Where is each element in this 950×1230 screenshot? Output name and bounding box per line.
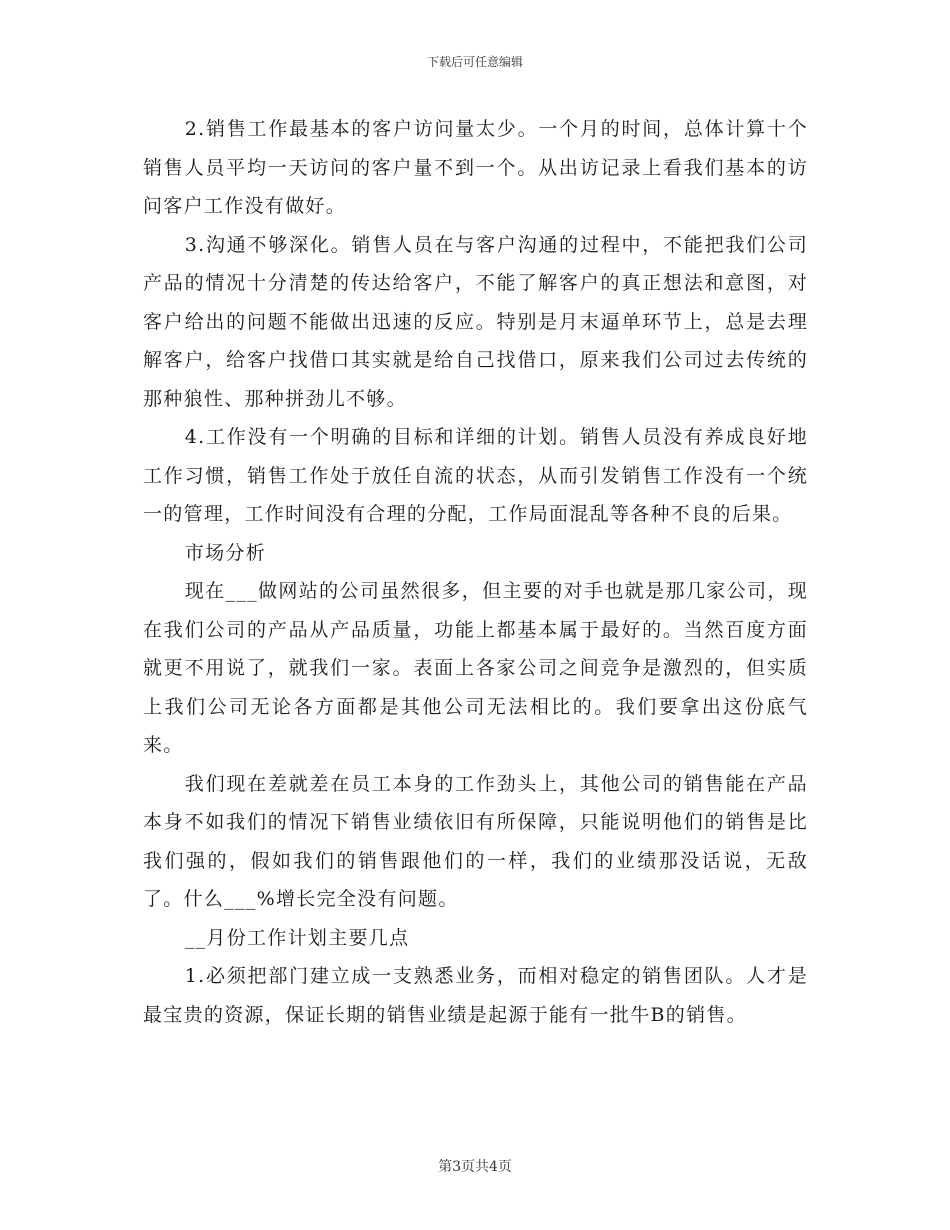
section-heading-monthly-plan: __月份工作计划主要几点	[184, 926, 410, 949]
paragraph-market-competitors: 现在___做网站的公司虽然很多，但主要的对手也就是那几家公司，现在我们公司的产品从产品质量，功能上都基本属于最好的。当然百度方面就更不用说了，就我们一家。表面上各家公司之间竞争是激烈的，但实质上我们公司无论各方面都是其他公司无法相比的。我们要拿出这份底气来。	[143, 580, 808, 756]
document-body	[143, 110, 808, 1034]
paragraph-plan-1-team: 1.必须把部门建立成一支熟悉业务，而相对稳定的销售团队。人才是最宝贵的资源，保证长期的销售业绩是起源于能有一批牛B的销售。	[143, 965, 808, 1026]
page-header: 下载后可任意编辑	[426, 55, 523, 69]
page-footer-page-number: 第3页共4页	[438, 1159, 512, 1175]
paragraph-4-planning: 4.工作没有一个明确的目标和详细的计划。销售人员没有养成良好地工作习惯，销售工作处于放任自流的状态，从而引发销售工作没有一个统一的管理，工作时间没有合理的分配，工作局面混乱等各种不良的后果。	[143, 426, 808, 525]
paragraph-2-visit-volume: 2.销售工作最基本的客户访问量太少。一个月的时间，总体计算十个销售人员平均一天访问的客户量不到一个。从出访记录上看我们基本的访问客户工作没有做好。	[143, 118, 808, 217]
paragraph-staff-drive: 我们现在差就差在员工本身的工作劲头上，其他公司的销售能在产品本身不如我们的情况下销售业绩依旧有所保障，只能说明他们的销售是比我们强的，假如我们的销售跟他们的一样，我们的业绩那没话说，无敌了。什么___%增长完全没有问题。	[143, 772, 808, 910]
section-heading-market-analysis: 市场分析	[184, 541, 266, 564]
paragraph-3-communication: 3.沟通不够深化。销售人员在与客户沟通的过程中，不能把我们公司产品的情况十分清楚的传达给客户，不能了解客户的真正想法和意图，对客户给出的问题不能做出迅速的反应。特别是月末逼单环节上，总是去理解客户，给客户找借口其实就是给自己找借口，原来我们公司过去传统的那种狼性、那种拼劲儿不够。	[143, 233, 808, 410]
